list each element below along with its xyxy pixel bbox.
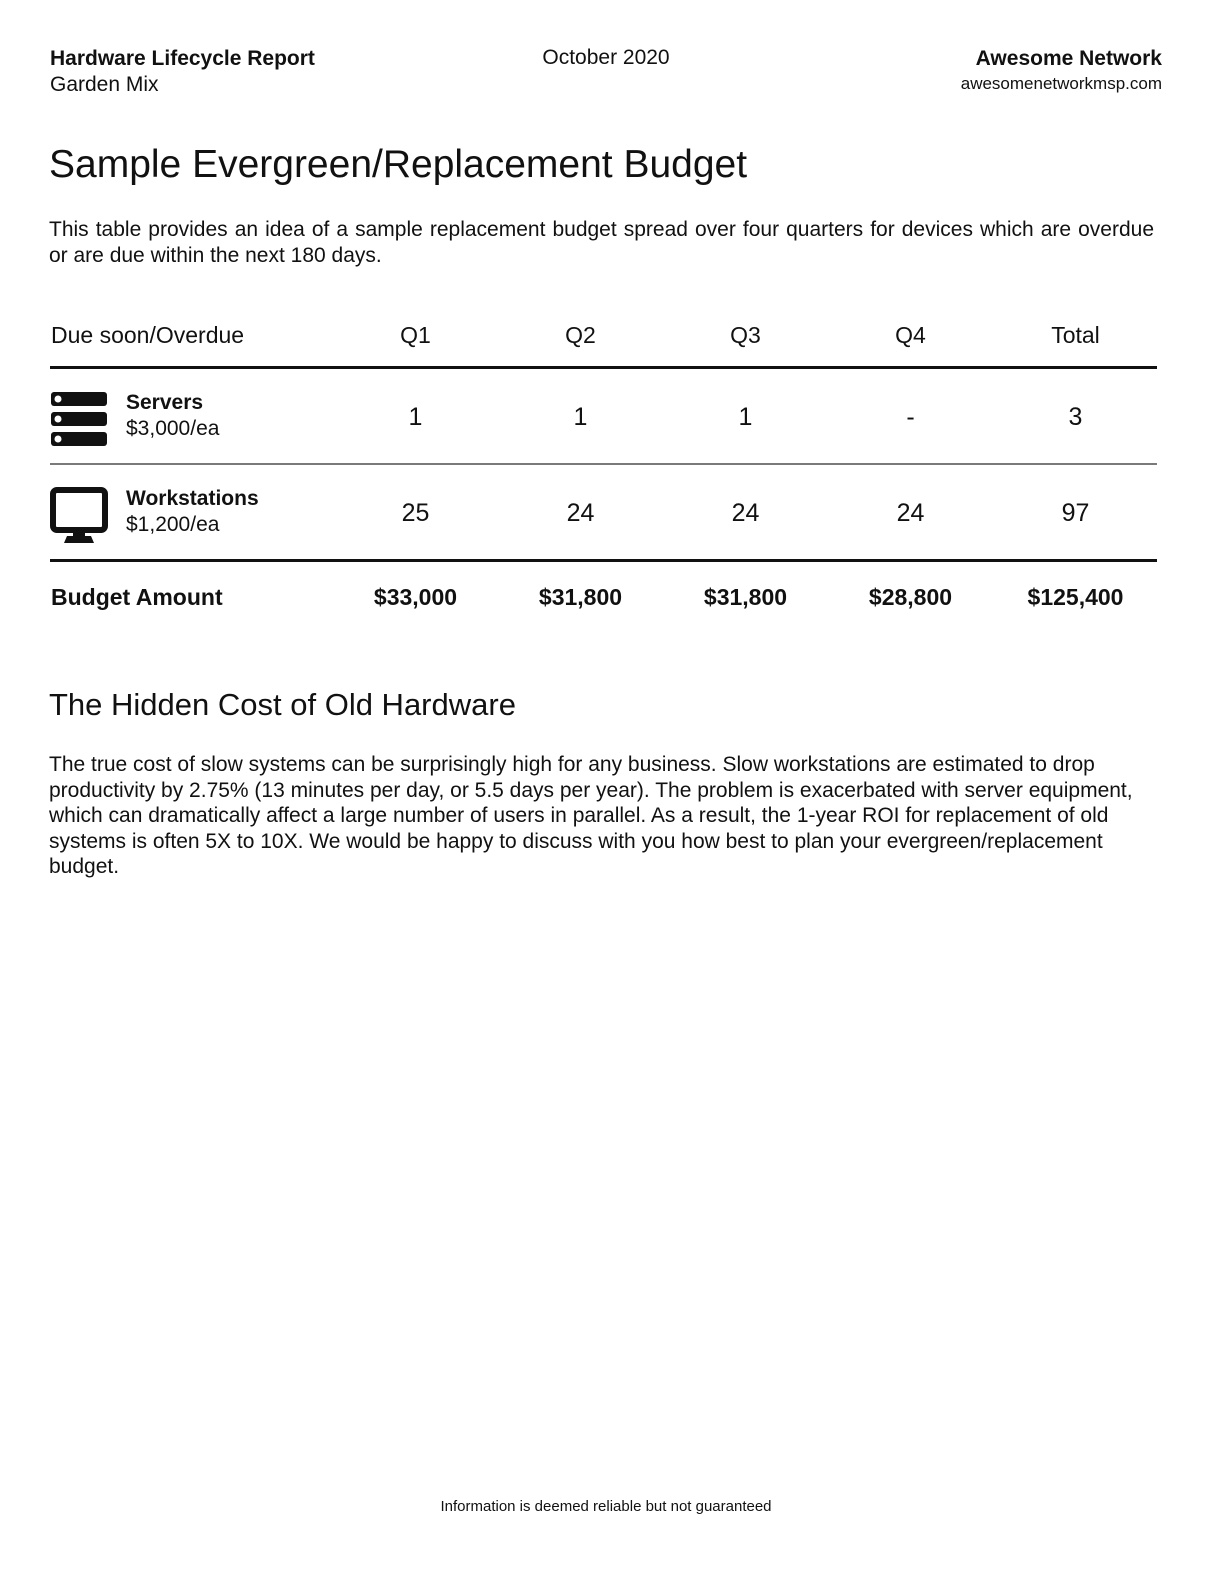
servers-q2: 1 xyxy=(573,403,588,431)
monitor-icon xyxy=(50,487,108,543)
item-unit-price: $3,000/ea xyxy=(126,417,220,440)
servers-label xyxy=(126,390,219,442)
budget-q3: $31,800 xyxy=(703,584,788,610)
table-row-workstations xyxy=(50,465,1157,562)
workstations-q3: 24 xyxy=(731,499,760,527)
servers-q3: 1 xyxy=(738,403,753,431)
company-name: Awesome Network xyxy=(975,47,1162,70)
workstations-label xyxy=(126,486,259,538)
table-header-row xyxy=(50,300,1157,369)
budget-total: $125,400 xyxy=(1027,584,1124,610)
section-body: The true cost of slow systems can be surprisingly high for any business. Slow workstations are estimated to drop productivity by 2.75% (13 minutes per day, or 5.5 days per year). The problem is exacerbated with server equipment, which can dramatically affect a large number of users in parallel. As a result, the 1-year ROI for replacement of old systems is often 5X to 10X. We would be happy to discuss with you how best to plan your evergreen/replacement budget. xyxy=(49,753,1133,879)
workstations-total: 97 xyxy=(1061,499,1090,527)
budget-q2: $31,800 xyxy=(538,584,623,610)
server-icon xyxy=(50,391,108,447)
company-website: awesomenetworkmsp.com xyxy=(960,74,1162,93)
budget-q1: $33,000 xyxy=(373,584,458,610)
page-title: Sample Evergreen/Replacement Budget xyxy=(49,143,748,186)
workstations-q2: 24 xyxy=(566,499,595,527)
budget-amount-row xyxy=(50,562,1157,632)
item-name: Workstations xyxy=(126,487,259,510)
company-info xyxy=(961,46,1162,96)
section-title: The Hidden Cost of Old Hardware xyxy=(49,687,516,722)
item-unit-price: $1,200/ea xyxy=(126,513,220,536)
column-header-q4: Q4 xyxy=(895,322,926,348)
page-header xyxy=(50,46,1162,106)
budget-table xyxy=(50,300,1157,632)
servers-total: 3 xyxy=(1068,403,1083,431)
report-title: Hardware Lifecycle Report xyxy=(50,47,315,70)
client-name: Garden Mix xyxy=(50,73,159,96)
table-row-servers xyxy=(50,369,1157,465)
column-header-total: Total xyxy=(1051,322,1100,348)
budget-q4: $28,800 xyxy=(868,584,953,610)
column-header-category: Due soon/Overdue xyxy=(51,322,245,348)
intro-paragraph: This table provides an idea of a sample replacement budget spread over four quarters for devices which are overdue or are due within the next 180 days. xyxy=(49,218,1154,267)
report-date: October 2020 xyxy=(542,46,670,69)
column-header-q3: Q3 xyxy=(730,322,761,348)
workstations-q1: 25 xyxy=(401,499,430,527)
servers-q1: 1 xyxy=(408,403,423,431)
column-header-q2: Q2 xyxy=(565,322,596,348)
servers-q4: - xyxy=(906,403,915,431)
item-name: Servers xyxy=(126,391,204,414)
budget-amount-label: Budget Amount xyxy=(51,584,223,610)
workstations-q4: 24 xyxy=(896,499,925,527)
column-header-q1: Q1 xyxy=(400,322,431,348)
footer-disclaimer: Information is deemed reliable but not guaranteed xyxy=(440,1498,772,1515)
